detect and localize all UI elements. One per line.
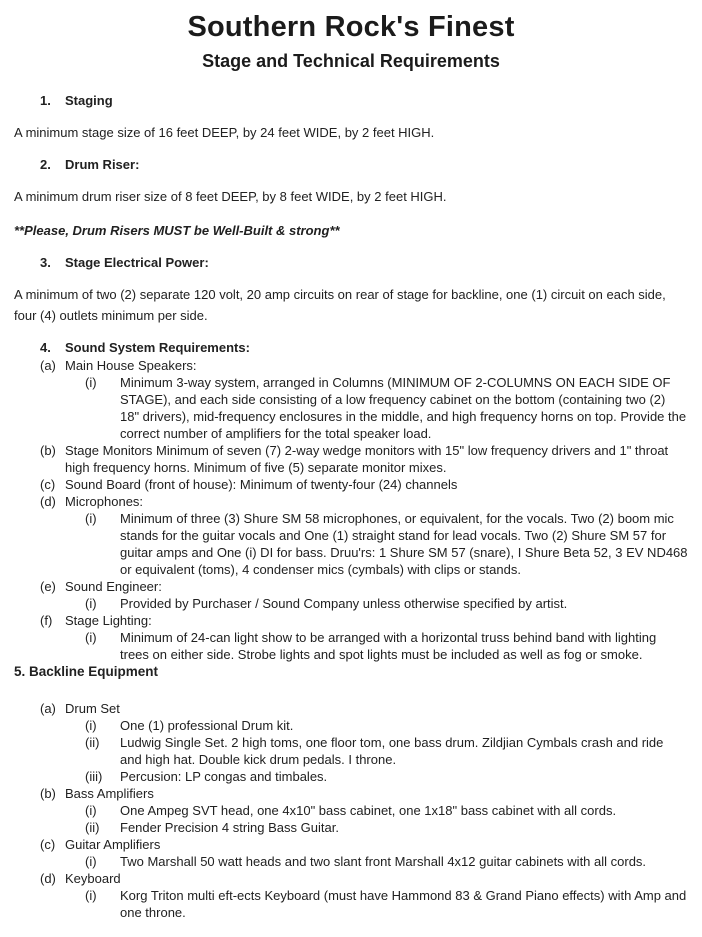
list-marker: (ii) bbox=[85, 820, 100, 835]
list-text: Main House Speakers: bbox=[65, 358, 197, 373]
document-title: Southern Rock's Finest bbox=[187, 11, 515, 43]
list-marker: (i) bbox=[85, 511, 97, 526]
heading-label: Stage Electrical Power: bbox=[65, 255, 209, 270]
list-item-letter bbox=[14, 442, 688, 476]
list-item-roman bbox=[14, 768, 688, 785]
list-item-letter bbox=[14, 578, 688, 595]
list-marker: (b) bbox=[40, 786, 56, 801]
list-item-roman bbox=[14, 374, 688, 442]
numbered-heading bbox=[14, 156, 688, 173]
list-text: Drum Set bbox=[65, 701, 120, 716]
list-item-roman bbox=[14, 802, 688, 819]
list-text: Keyboard bbox=[65, 871, 121, 886]
list-marker: (b) bbox=[40, 443, 56, 458]
list-marker: (i) bbox=[85, 630, 97, 645]
paragraph: A minimum drum riser size of 8 feet DEEP, by 8 feet WIDE, by 2 feet HIGH. bbox=[14, 189, 447, 204]
list-marker: (i) bbox=[85, 718, 97, 733]
document-body bbox=[14, 92, 688, 921]
list-text: One (1) professional Drum kit. bbox=[120, 718, 294, 733]
list-item-letter bbox=[14, 836, 688, 853]
list-marker: 1. bbox=[40, 93, 51, 108]
list-item-roman bbox=[14, 717, 688, 734]
numbered-heading bbox=[14, 92, 688, 109]
list-text: Minimum of 24-can light show to be arranged with a horizontal truss behind band with lighting trees on either side. Strobe lights and spot lights must be included as well as fog or smoke. bbox=[120, 630, 657, 662]
list-item-letter bbox=[14, 785, 688, 802]
list-item-letter bbox=[14, 870, 688, 887]
list-text: Minimum 3-way system, arranged in Columns (MINIMUM OF 2-COLUMNS ON EACH SIDE OF STAGE), and each side consisting of a low frequency cabinet on the bottom (containing two (2) 18" drivers), mid-frequency enclosures in the middle, and high frequency horns on top. Provide the correct number of amplifiers for the total speaker load. bbox=[120, 375, 687, 441]
list-text: Percusion: LP congas and timbales. bbox=[120, 769, 328, 784]
list-text: Minimum of three (3) Shure SM 58 microphones, or equivalent, for the vocals. Two (2) boom mic stands for the guitar vocals and One (1) straight stand for lead vocals. Two (2) Shure SM 57 for guitar amps and One (i) DI for bass. Druu'rs: 1 Shure SM 57 (snare), I Shure Beta 52, 3 EV ND468 or equivalent (toms), 4 condenser mics (cymbals) with clips or stands. bbox=[120, 511, 688, 577]
list-marker: (i) bbox=[85, 888, 97, 903]
list-item-roman bbox=[14, 734, 688, 768]
heading-label: Drum Riser: bbox=[65, 157, 140, 172]
list-marker: (ii) bbox=[85, 735, 100, 750]
list-marker: (i) bbox=[85, 854, 97, 869]
list-text: Microphones: bbox=[65, 494, 144, 509]
list-item-letter bbox=[14, 357, 688, 374]
list-marker: (c) bbox=[40, 837, 56, 852]
list-text: Stage Lighting: bbox=[65, 613, 152, 628]
section-heading: 5. Backline Equipment bbox=[14, 664, 159, 679]
list-marker: (d) bbox=[40, 494, 56, 509]
list-marker: (a) bbox=[40, 701, 56, 716]
list-item-letter bbox=[14, 476, 688, 493]
list-item-letter bbox=[14, 700, 688, 717]
list-text: One Ampeg SVT head, one 4x10" bass cabinet, one 1x18" bass cabinet with all cords. bbox=[120, 803, 617, 818]
list-item-roman bbox=[14, 595, 688, 612]
list-text: Stage Monitors Minimum of seven (7) 2-way wedge monitors with 15" low frequency drivers and 1" throat high frequency horns. Minimum of five (5) separate monitor mixes. bbox=[65, 443, 669, 475]
numbered-heading bbox=[14, 339, 688, 356]
list-marker: (i) bbox=[85, 596, 97, 611]
list-text: Sound Board (front of house): Minimum of twenty-four (24) channels bbox=[65, 477, 458, 492]
numbered-heading bbox=[14, 254, 688, 271]
list-item-roman bbox=[14, 887, 688, 921]
list-text: Guitar Amplifiers bbox=[65, 837, 161, 852]
list-marker: 2. bbox=[40, 157, 51, 172]
list-item-roman bbox=[14, 629, 688, 663]
list-text: Two Marshall 50 watt heads and two slant front Marshall 4x12 guitar cabinets with all cords. bbox=[120, 854, 647, 869]
heading-label: Sound System Requirements: bbox=[65, 340, 250, 355]
list-marker: (e) bbox=[40, 579, 56, 594]
list-item-roman bbox=[14, 510, 688, 578]
list-text: Korg Triton multi eft-ects Keyboard (must have Hammond 83 & Grand Piano effects) with Amp and one throne. bbox=[120, 888, 687, 920]
list-text: Fender Precision 4 string Bass Guitar. bbox=[120, 820, 339, 835]
list-text: Ludwig Single Set. 2 high toms, one floor tom, one bass drum. Zildjian Cymbals crash and ride and high hat. Double kick drum pedals. I throne. bbox=[120, 735, 664, 767]
list-marker: 4. bbox=[40, 340, 51, 355]
emphasis-note: **Please, Drum Risers MUST be Well-Built & strong** bbox=[14, 223, 340, 238]
list-item-letter bbox=[14, 612, 688, 629]
list-marker: (d) bbox=[40, 871, 56, 886]
list-text: Bass Amplifiers bbox=[65, 786, 154, 801]
list-marker: (iii) bbox=[85, 769, 103, 784]
list-marker: (i) bbox=[85, 375, 97, 390]
document-subtitle: Stage and Technical Requirements bbox=[202, 51, 500, 71]
list-item-roman bbox=[14, 819, 688, 836]
list-marker: (f) bbox=[40, 613, 53, 628]
list-item-letter bbox=[14, 493, 688, 510]
list-marker: (c) bbox=[40, 477, 56, 492]
list-text: Provided by Purchaser / Sound Company unless otherwise specified by artist. bbox=[120, 596, 568, 611]
list-marker: 3. bbox=[40, 255, 51, 270]
heading-label: Staging bbox=[65, 93, 113, 108]
list-marker: (a) bbox=[40, 358, 56, 373]
list-item-roman bbox=[14, 853, 688, 870]
list-text: Sound Engineer: bbox=[65, 579, 162, 594]
list-marker: (i) bbox=[85, 803, 97, 818]
paragraph: A minimum stage size of 16 feet DEEP, by 24 feet WIDE, by 2 feet HIGH. bbox=[14, 125, 435, 140]
paragraph: A minimum of two (2) separate 120 volt, 20 amp circuits on rear of stage for backline, one (1) circuit on each side, four (4) outlets minimum per side. bbox=[14, 287, 666, 323]
